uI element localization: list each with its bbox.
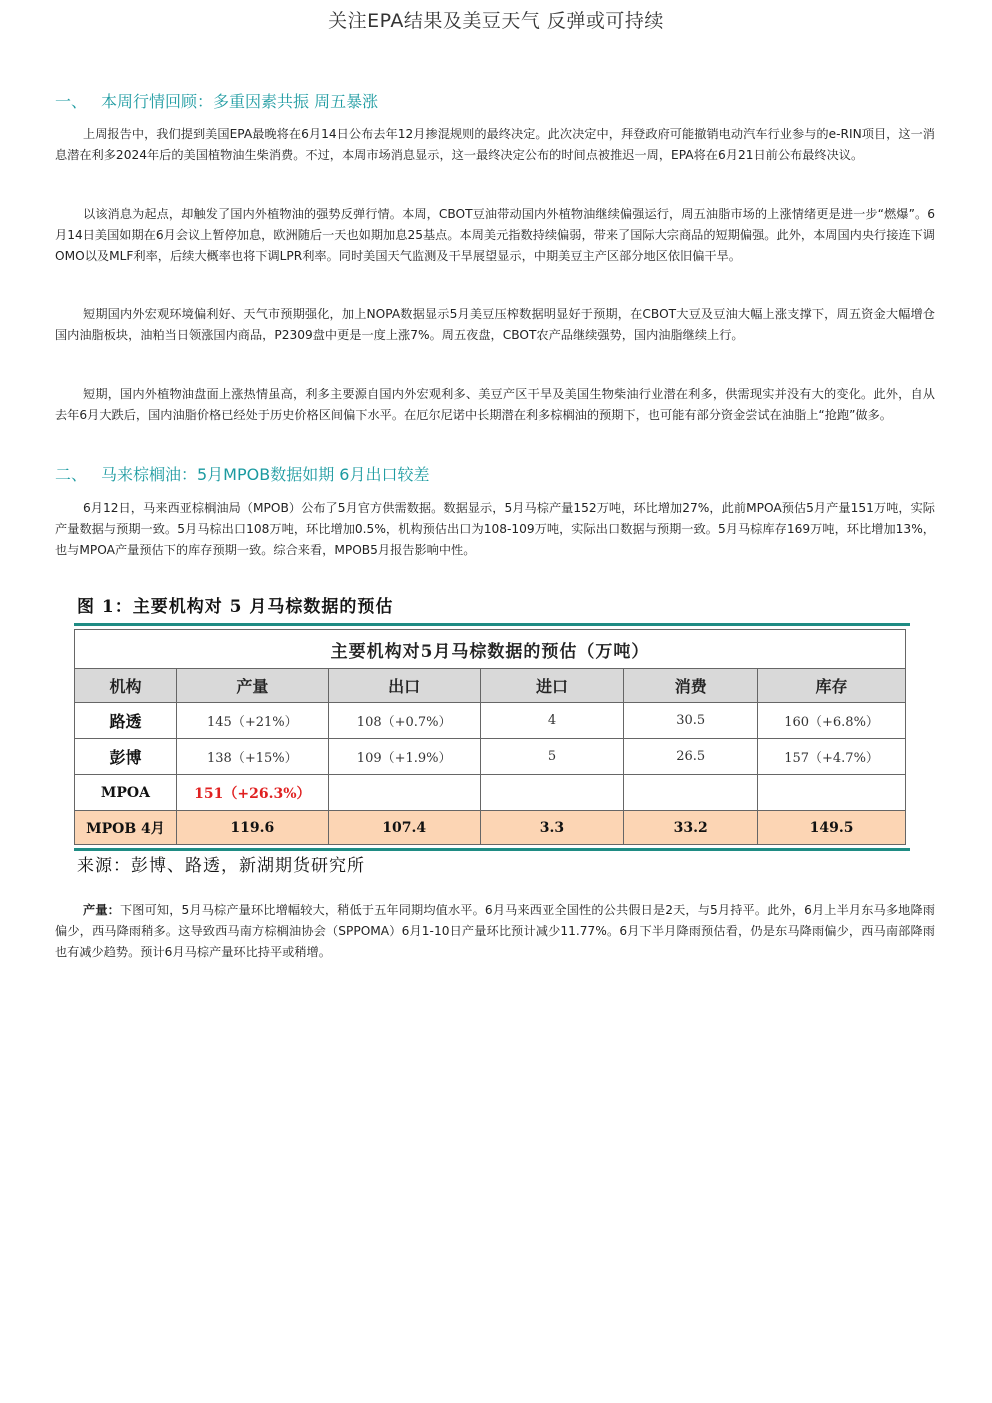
table-row [75,703,906,739]
figure-caption: 图 1：主要机构对 5 月马棕数据的预估 [77,597,394,617]
estimate-table-frame [74,623,910,851]
cell-stock: 157（+4.7%） [758,739,906,775]
table-row [75,739,906,775]
figure-source: 来源：彭博、路透，新湖期货研究所 [77,856,365,876]
cell-org: MPOA [75,775,177,811]
estimate-table [74,629,906,845]
header-consumption: 消费 [624,669,758,703]
cell-production: 138（+15%） [176,739,328,775]
section-2-paragraph: 6月12日，马来西亚棕榈油局（MPOB）公布了5月官方供需数据。数据显示，5月马棕产量152万吨，环比增加27%，此前MPOA预估5月产量151万吨，实际产量数据与预期一致。5月马棕出口108万吨，环比增加0.5%，机构预估出口为108-109万吨，实际出口数据与预期一致。5月马棕库存169万吨，环比增加13%，也与MPOA产量预估下的库存预期一致。综合来看，MPOB5月报告影响中性。 [55,501,935,557]
table-row [75,775,906,811]
cell-consumption: 33.2 [624,811,758,845]
cell-org: MPOB 4月 [75,811,177,845]
section-2-title: 马来棕榈油：5月MPOB数据如期 6月出口较差 [101,465,430,484]
cell-stock [758,775,906,811]
section-1-heading [55,89,378,112]
cell-export: 107.4 [328,811,480,845]
cell-production: 145（+21%） [176,703,328,739]
cell-production: 119.6 [176,811,328,845]
cell-production: 151（+26.3%） [176,775,328,811]
cell-consumption: 26.5 [624,739,758,775]
production-label: 产量： [83,903,120,917]
section-1-paragraph-1: 上周报告中，我们提到美国EPA最晚将在6月14日公布去年12月掺混规则的最终决定。此次决定中，拜登政府可能撤销电动汽车行业参与的e-RIN项目，这一消息潜在利多2024年后的美国植物油生柴消费。不过，本周市场消息显示，这一最终决定公布的时间点被推迟一周，EPA将在6月21日前公布最终决议。 [55,127,935,162]
cell-stock: 149.5 [758,811,906,845]
section-2-heading [55,462,429,485]
section-2-number: 二、 [55,465,88,484]
cell-import [480,775,624,811]
section-1-paragraph-3: 短期国内外宏观环境偏利好、天气市预期强化，加上NOPA数据显示5月美豆压榨数据明显好于预期，在CBOT大豆及豆油大幅上涨支撑下，周五资金大幅增仓国内油脂板块，油粕当日领涨国内商品，P2309盘中更是一度上涨7%。周五夜盘，CBOT农产品继续强势，国内油脂继续上行。 [55,307,935,342]
section-1-paragraph-2: 以该消息为起点，却触发了国内外植物油的强势反弹行情。本周，CBOT豆油带动国内外植物油继续偏强运行，周五油脂市场的上涨情绪更是进一步“燃爆”。6月14日美国如期在6月会议上暂停加息，欧洲随后一天也如期加息25基点。本周美元指数持续偏弱，带来了国际大宗商品的短期偏强。此外，本周国内央行接连下调OMO以及MLF利率，后续大概率也将下调LPR利率。同时美国天气监测及干旱展望显示，中期美豆主产区部分地区依旧偏干旱。 [55,207,935,263]
header-production: 产量 [176,669,328,703]
header-stock: 库存 [758,669,906,703]
cell-import: 3.3 [480,811,624,845]
section-1-title: 本周行情回顾：多重因素共振 周五暴涨 [101,92,379,111]
table-row-mpob [75,811,906,845]
header-org: 机构 [75,669,177,703]
cell-org: 彭博 [75,739,177,775]
cell-consumption: 30.5 [624,703,758,739]
cell-consumption [624,775,758,811]
header-import: 进口 [480,669,624,703]
section-1-number: 一、 [55,92,88,111]
cell-export [328,775,480,811]
cell-stock: 160（+6.8%） [758,703,906,739]
production-text: 下图可知，5月马棕产量环比增幅较大，稍低于五年同期均值水平。6月马来西亚全国性的公共假日是2天，与5月持平。此外，6月上半月东马多地降雨偏少，西马降雨稍多。这导致西马南方棕榈油协会（SPPOMA）6月1-10日产量环比预计减少11.77%。6月下半月降雨预估看，仍是东马降雨偏少，西马南部降雨也有减少趋势。预计6月马棕产量环比持平或稍增。 [55,903,935,959]
cell-import: 5 [480,739,624,775]
cell-export: 108（+0.7%） [328,703,480,739]
header-export: 出口 [328,669,480,703]
document-title: 关注EPA结果及美豆天气 反弹或可持续 [328,10,664,32]
table-title: 主要机构对5月马棕数据的预估（万吨） [75,630,906,669]
section-1-paragraph-4: 短期，国内外植物油盘面上涨热情虽高，利多主要源自国内外宏观利多、美豆产区干旱及美国生物柴油行业潜在利多，供需现实并没有大的变化。此外，自从去年6月大跌后，国内油脂价格已经处于历史价格区间偏下水平。在厄尔尼诺中长期潜在利多棕榈油的预期下，也可能有部分资金尝试在油脂上“抢跑”做多。 [55,387,935,422]
cell-org: 路透 [75,703,177,739]
production-paragraph [55,900,935,963]
cell-import: 4 [480,703,624,739]
cell-export: 109（+1.9%） [328,739,480,775]
